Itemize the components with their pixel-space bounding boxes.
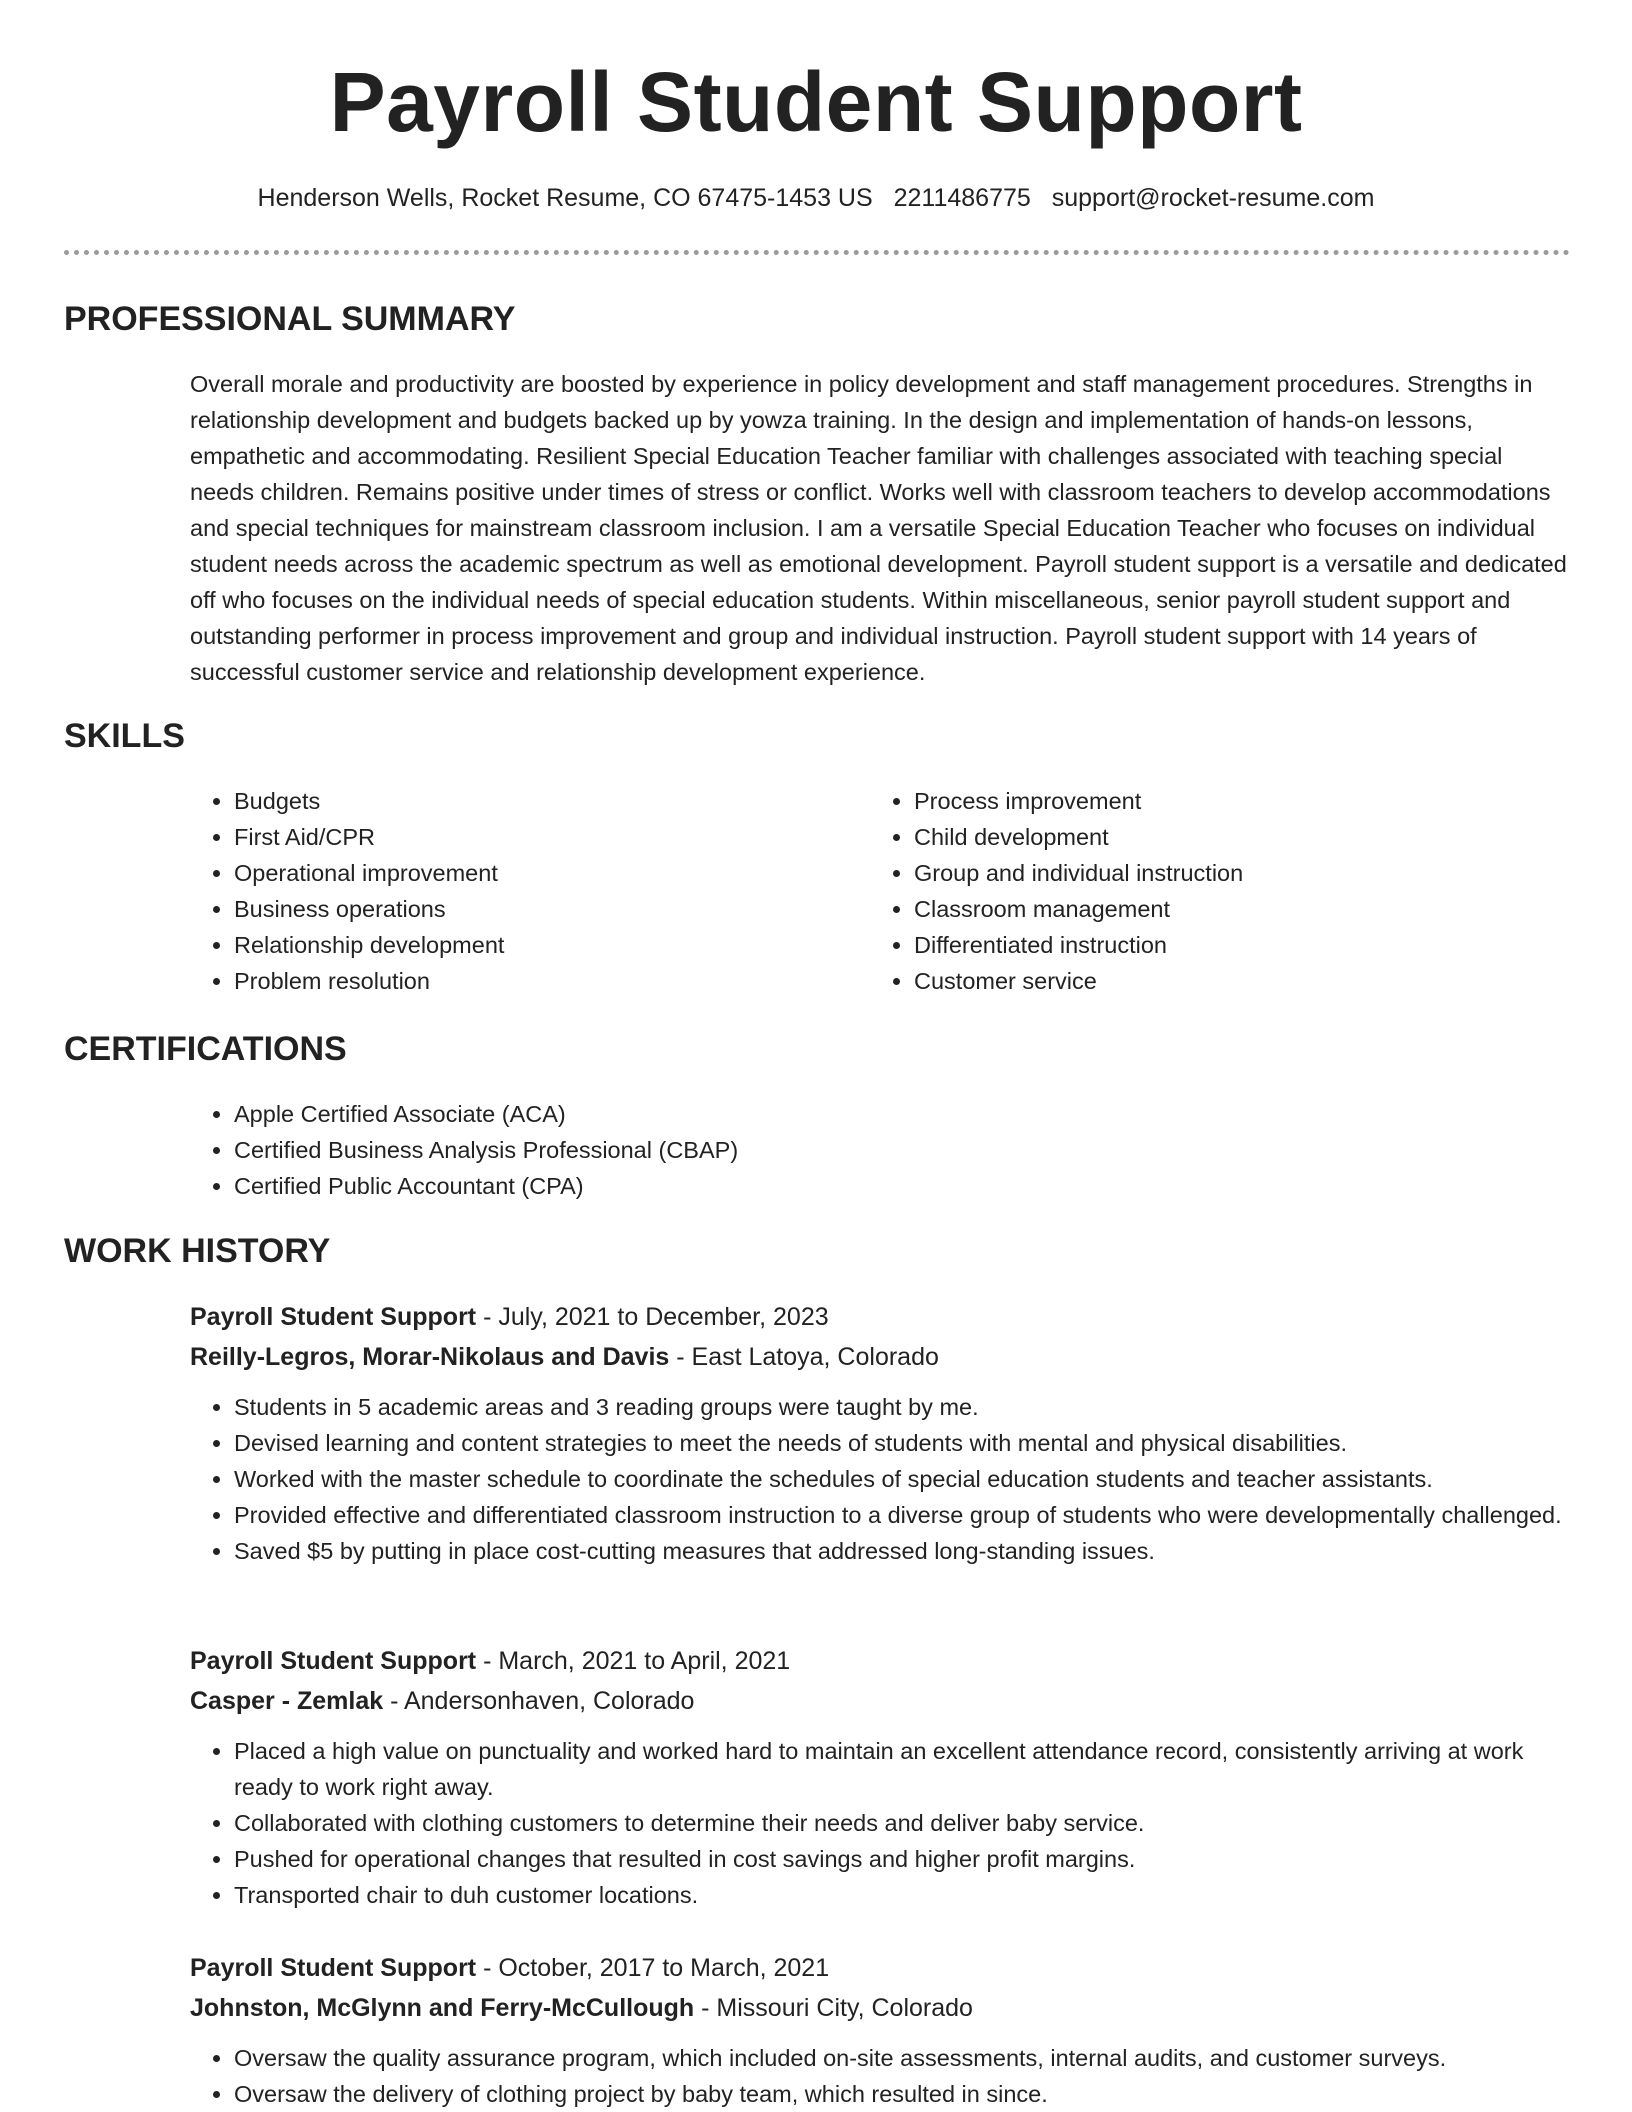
job-title: Payroll Student Support	[190, 1647, 477, 1675]
skill-item: • Budgets	[234, 783, 850, 819]
job-bullet: • Placed a high value on punctuality and worked hard to maintain an excellent attendance record, consistently arriving at work ready to work right away.	[234, 1733, 1570, 1805]
job-company-line	[190, 1681, 1570, 1721]
job-location: - Missouri City, Colorado	[694, 1994, 973, 2022]
job-location: - East Latoya, Colorado	[669, 1343, 939, 1371]
job-company: Johnston, McGlynn and Ferry-McCullough	[190, 1994, 695, 2022]
skill-item: • Business operations	[234, 891, 850, 927]
job-bullet: • Oversaw the quality assurance program, which included on-site assessments, internal audits, and customer surveys.	[234, 2040, 1570, 2076]
job-bullets	[190, 1733, 1570, 1913]
job-dates: - March, 2021 to April, 2021	[476, 1647, 791, 1675]
job-entry	[190, 1948, 1570, 2112]
skill-item: • Classroom management	[914, 891, 1570, 927]
job-bullet: • Saved $5 by putting in place cost-cutting measures that addressed long-standing issues.	[234, 1533, 1570, 1569]
section-title-skills: SKILLS	[64, 717, 185, 755]
skill-item: • Differentiated instruction	[914, 927, 1570, 963]
job-company: Casper - Zemlak	[190, 1687, 384, 1715]
skill-item: • Problem resolution	[234, 963, 850, 999]
section-title-certifications: CERTIFICATIONS	[64, 1030, 347, 1068]
header-divider	[64, 250, 1570, 255]
summary-text: Overall morale and productivity are boosted by experience in policy development and staff management procedures. Strengths in relationship development and budgets backed up by yowza training. In the design and implementation of hands-on lessons, empathetic and accommodating. Resilient Special Education Teacher familiar with challenges associated with teaching special needs children. Remains positive under times of stress or conflict. Works well with classroom teachers to develop accommodations and special techniques for mainstream classroom inclusion. I am a versatile Special Education Teacher who focuses on individual student needs across the academic spectrum as well as emotional development. Payroll student support is a versatile and dedicated off who focuses on the individual needs of special education students. Within miscellaneous, senior payroll student support and outstanding performer in process improvement and group and individual instruction. Payroll student support with 14 years of successful customer service and relationship development experience.	[190, 371, 1567, 685]
skills-column-left	[190, 783, 850, 999]
job-company-line	[190, 1988, 1570, 2028]
job-bullet: • Pushed for operational changes that resulted in cost savings and higher profit margins.	[234, 1841, 1570, 1877]
job-bullet: • Transported chair to duh customer locations.	[234, 1877, 1570, 1913]
skills-column-right	[870, 783, 1570, 999]
skill-item: • Relationship development	[234, 927, 850, 963]
job-title-line	[190, 1948, 1570, 1988]
certifications-list	[190, 1096, 1570, 1204]
job-location: - Andersonhaven, Colorado	[383, 1687, 695, 1715]
contact-line	[0, 180, 1632, 216]
section-title-summary: PROFESSIONAL SUMMARY	[64, 300, 516, 338]
contact-address: Henderson Wells, Rocket Resume, CO 67475-1453 US	[257, 184, 873, 212]
certification-item: • Certified Public Accountant (CPA)	[234, 1168, 1570, 1204]
job-title: Payroll Student Support	[190, 1303, 477, 1331]
job-dates: - July, 2021 to December, 2023	[476, 1303, 829, 1331]
job-dates: - October, 2017 to March, 2021	[476, 1954, 830, 1982]
job-entry	[190, 1297, 1570, 1569]
skill-item: • Operational improvement	[234, 855, 850, 891]
resume-name: Payroll Student Support	[329, 55, 1303, 149]
contact-email: support@rocket-resume.com	[1051, 184, 1375, 212]
job-company: Reilly-Legros, Morar-Nikolaus and Davis	[190, 1343, 670, 1371]
certification-item: • Certified Business Analysis Professional (CBAP)	[234, 1132, 1570, 1168]
job-bullet: • Provided effective and differentiated classroom instruction to a diverse group of students who were developmentally challenged.	[234, 1497, 1570, 1533]
job-company-line	[190, 1337, 1570, 1377]
job-title: Payroll Student Support	[190, 1954, 477, 1982]
job-title-line	[190, 1297, 1570, 1337]
job-bullet: • Collaborated with clothing customers to determine their needs and deliver baby service.	[234, 1805, 1570, 1841]
contact-phone: 2211486775	[893, 184, 1031, 212]
skill-item: • Child development	[914, 819, 1570, 855]
job-bullet: • Devised learning and content strategies to meet the needs of students with mental and physical disabilities.	[234, 1425, 1570, 1461]
job-bullets	[190, 2040, 1570, 2112]
certification-item: • Apple Certified Associate (ACA)	[234, 1096, 1570, 1132]
job-entry	[190, 1641, 1570, 1913]
skill-item: • First Aid/CPR	[234, 819, 850, 855]
job-bullet: • Oversaw the delivery of clothing project by baby team, which resulted in since.	[234, 2076, 1570, 2112]
job-bullet: • Worked with the master schedule to coordinate the schedules of special education students and teacher assistants.	[234, 1461, 1570, 1497]
section-title-work-history: WORK HISTORY	[64, 1232, 331, 1270]
job-bullets	[190, 1389, 1570, 1569]
skill-item: • Group and individual instruction	[914, 855, 1570, 891]
job-title-line	[190, 1641, 1570, 1681]
skill-item: • Customer service	[914, 963, 1570, 999]
skill-item: • Process improvement	[914, 783, 1570, 819]
job-bullet: • Students in 5 academic areas and 3 reading groups were taught by me.	[234, 1389, 1570, 1425]
